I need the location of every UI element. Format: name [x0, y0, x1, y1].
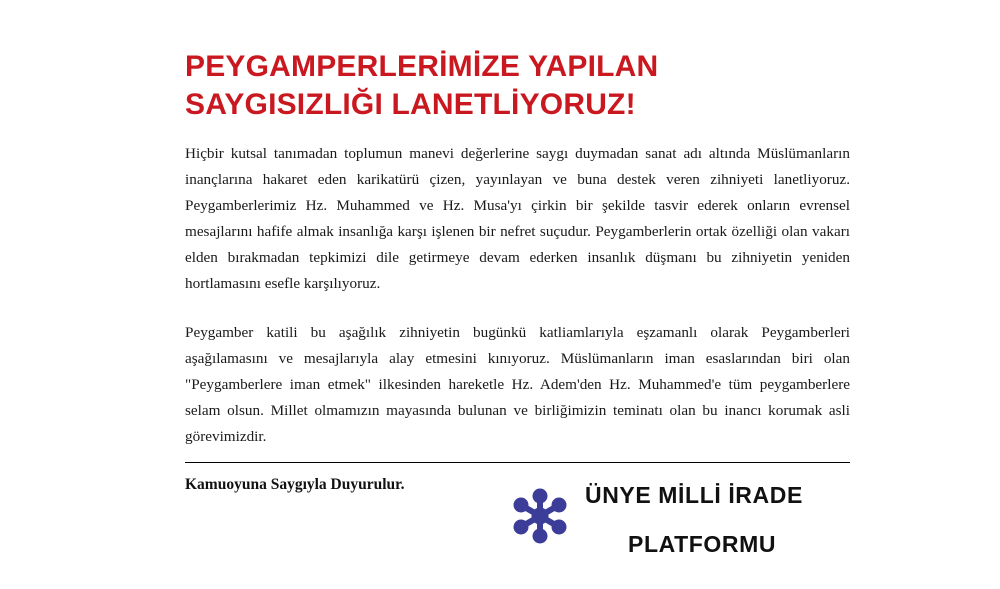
- page-title-line-1: PEYGAMPERLERİMİZE YAPILAN: [185, 50, 659, 83]
- document-content: [185, 48, 850, 500]
- document-footer: [185, 470, 850, 580]
- page-title: [185, 48, 850, 125]
- paragraph-2: Peygamber katili bu aşağılık zihniyetin bugünkü katliamlarıyla eşzamanlı olarak Peygamberleri aşağılamasını ve mesajlarıyla alay etmesini kınıyoruz. Müslümanların iman esaslarından biri olan "Peygamberlere iman etmek" ilkesinden hareketle Hz. Adem'den Hz. Muhammed'e tüm peygamberlere selam olsun. Millet olmamızın mayasında bulunan ve birliğimizin teminatı olan bu inancı korumak asli görevimizdir.: [185, 323, 850, 446]
- page-title-line-2: SAYGISIZLIĞI LANETLİYORUZ!: [185, 88, 636, 122]
- organization-name-line-1: ÜNYE MİLLİ İRADE: [585, 482, 803, 508]
- paragraph-1: Hiçbir kutsal tanımadan toplumun manevi değerlerine saygı duymadan sanat adı altında Müslümanların inançlarına hakaret eden karikatürü çizen, yayınlayan ve buna destek veren zihniyeti lanetliyoruz. Peygamberlerimiz Hz. Muhammed ve Hz. Musa'yı çirkin bir şekilde tasvir ederek onların evrensel mesajlarını hafife almak insanlığa karşı işlenen bir nefret suçudur. Peygamberlerin ortak özelliği olan vakarı elden bırakmadan tepkimizi dile getirmeye devam ederken insanlık düşmanı bu zihniyetin yeniden hortlamasını esefle karşılıyoruz.: [185, 144, 850, 293]
- closing-statement: Kamuoyuna Saygıyla Duyurulur.: [185, 476, 405, 494]
- footer-divider: [185, 462, 850, 463]
- molecule-flower-logo-icon: [505, 485, 575, 547]
- organization-name-line-2: PLATFORMU: [628, 531, 777, 557]
